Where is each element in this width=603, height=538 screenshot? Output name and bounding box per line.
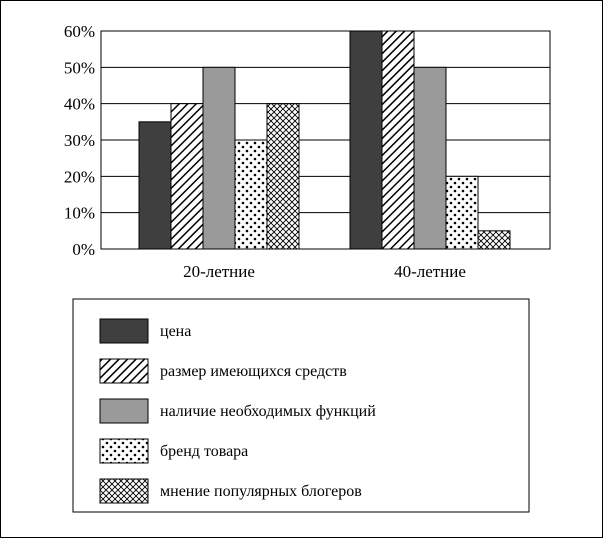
x-category-label: 40-летние — [394, 262, 466, 281]
y-tick-label: 40% — [63, 94, 95, 114]
bar — [446, 176, 478, 249]
legend-label: размер имеющихся средств — [160, 363, 347, 380]
legend — [73, 299, 529, 512]
legend-label: мнение популярных блогеров — [160, 483, 362, 500]
bar — [235, 140, 267, 249]
legend-swatch — [100, 319, 148, 343]
legend-label: наличие необходимых функций — [160, 403, 376, 420]
y-tick-label: 10% — [63, 203, 95, 223]
legend-swatch — [100, 439, 148, 463]
bar-chart — [1, 1, 602, 537]
bar — [171, 104, 203, 249]
x-category-label: 20-летние — [183, 262, 255, 281]
legend-swatch — [100, 399, 148, 423]
bar — [478, 231, 510, 249]
bar — [139, 122, 171, 249]
y-tick-label: 0% — [72, 240, 95, 259]
y-tick-label: 20% — [63, 167, 95, 187]
y-axis-ticks — [64, 22, 95, 259]
legend-label: бренд товара — [160, 443, 249, 460]
x-axis-categories — [183, 262, 466, 281]
legend-swatch — [100, 359, 148, 383]
bar — [267, 104, 299, 249]
y-tick-label: 30% — [63, 131, 95, 150]
bar — [414, 67, 446, 249]
bar — [382, 31, 414, 249]
y-tick-label: 50% — [63, 58, 95, 78]
bar — [350, 31, 382, 249]
legend-label: цена — [160, 323, 192, 340]
legend-swatch — [100, 479, 148, 503]
bar — [203, 67, 235, 249]
y-tick-label: 60% — [63, 22, 95, 41]
